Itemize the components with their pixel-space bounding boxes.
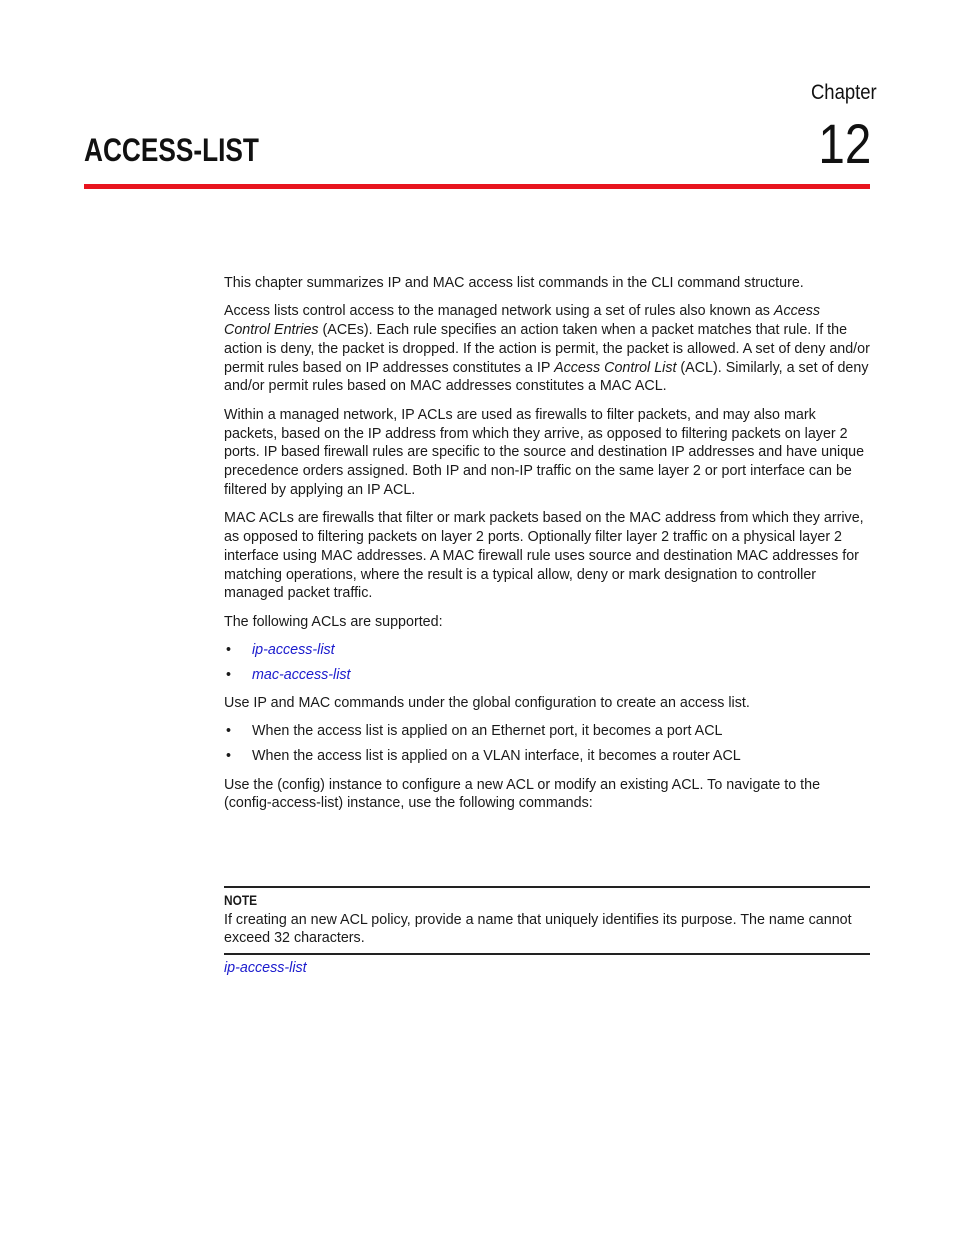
router-acl-text: When the access list is applied on a VLAN interface, it becomes a router ACL [252, 748, 741, 765]
note-box [224, 886, 870, 955]
acl-definition-text-c: (ACL). Similarly, a set of deny and/or permit rules based on MAC addresses constitutes a MAC ACL. [224, 359, 869, 395]
note-text: If creating an new ACL policy, provide a name that uniquely identifies its purpose. The name cannot exceed 32 characters. [224, 911, 852, 946]
chapter-title: ACCESS-LIST [84, 132, 259, 168]
chapter-body [224, 274, 870, 823]
chapter-label: Chapter [811, 81, 877, 104]
mac-acl-paragraph: MAC ACLs are firewalls that filter or mark packets based on the MAC address from which they arrive, as opposed to filtering packets on layer 2 ports. Optionally filter layer 2 traffic on a physical layer 2 interface using MAC addresses. A MAC firewall rule uses source and destination MAC addresses for matching operations, where the result is a typical allow, deny or mark designation to controller managed packet traffic. [224, 510, 864, 602]
ip-access-list-link[interactable]: ip-access-list [252, 642, 335, 659]
bullet-icon: • [226, 748, 232, 765]
see-also-ip-access-list-link[interactable]: ip-access-list [224, 960, 307, 976]
list-item [224, 747, 870, 766]
acl-behavior-list [224, 722, 870, 766]
acl-definition-paragraph [224, 302, 870, 396]
chapter-number: 12 [818, 112, 871, 175]
supported-acls-paragraph: The following ACLs are supported: [224, 613, 443, 630]
bullet-icon: • [226, 723, 232, 740]
bullet-icon: • [226, 642, 232, 659]
navigation-paragraph: Use the (config) instance to configure a new ACL or modify an existing ACL. To navigate to the (config-access-list) instance, use the following commands: [224, 776, 821, 812]
acl-definition-emphasis-ace: Access Control Entries [224, 303, 821, 339]
mac-access-list-link[interactable]: mac-access-list [252, 666, 351, 683]
note-label: NOTE [224, 892, 258, 908]
list-item [224, 666, 870, 685]
list-item [224, 641, 870, 660]
see-also [224, 959, 307, 978]
acl-definition-text-a: Access lists control access to the managed network using a set of rules also known as [224, 303, 774, 320]
bullet-icon: • [226, 666, 232, 683]
port-acl-text: When the access list is applied on an Ethernet port, it becomes a port ACL [252, 723, 723, 740]
supported-acls-list [224, 641, 870, 685]
list-item [224, 722, 870, 741]
title-rule [84, 184, 870, 189]
intro-paragraph: This chapter summarizes IP and MAC access list commands in the CLI command structure. [224, 275, 804, 291]
acl-definition-text-b: (ACEs). Each rule specifies an action taken when a packet matches that rule. If the action is deny, the packet is dropped. If the action is permit, the packet is allowed. A set of deny and/or permit rules based on IP addresses constitutes a IP [224, 322, 870, 376]
acl-definition-emphasis-acl: Access Control List [554, 359, 677, 376]
global-config-paragraph: Use IP and MAC commands under the global configuration to create an access list. [224, 695, 750, 712]
ip-acl-paragraph: Within a managed network, IP ACLs are used as firewalls to filter packets, and may also mark packets, based on the IP address from which they arrive, as opposed to filtering packets on layer 2 ports. IP based firewall rules are specific to the source and destination IP addresses and have unique precedence orders assigned. Both IP and non-IP traffic on the same layer 2 or port interface can be filtered by applying an IP ACL. [224, 406, 865, 498]
